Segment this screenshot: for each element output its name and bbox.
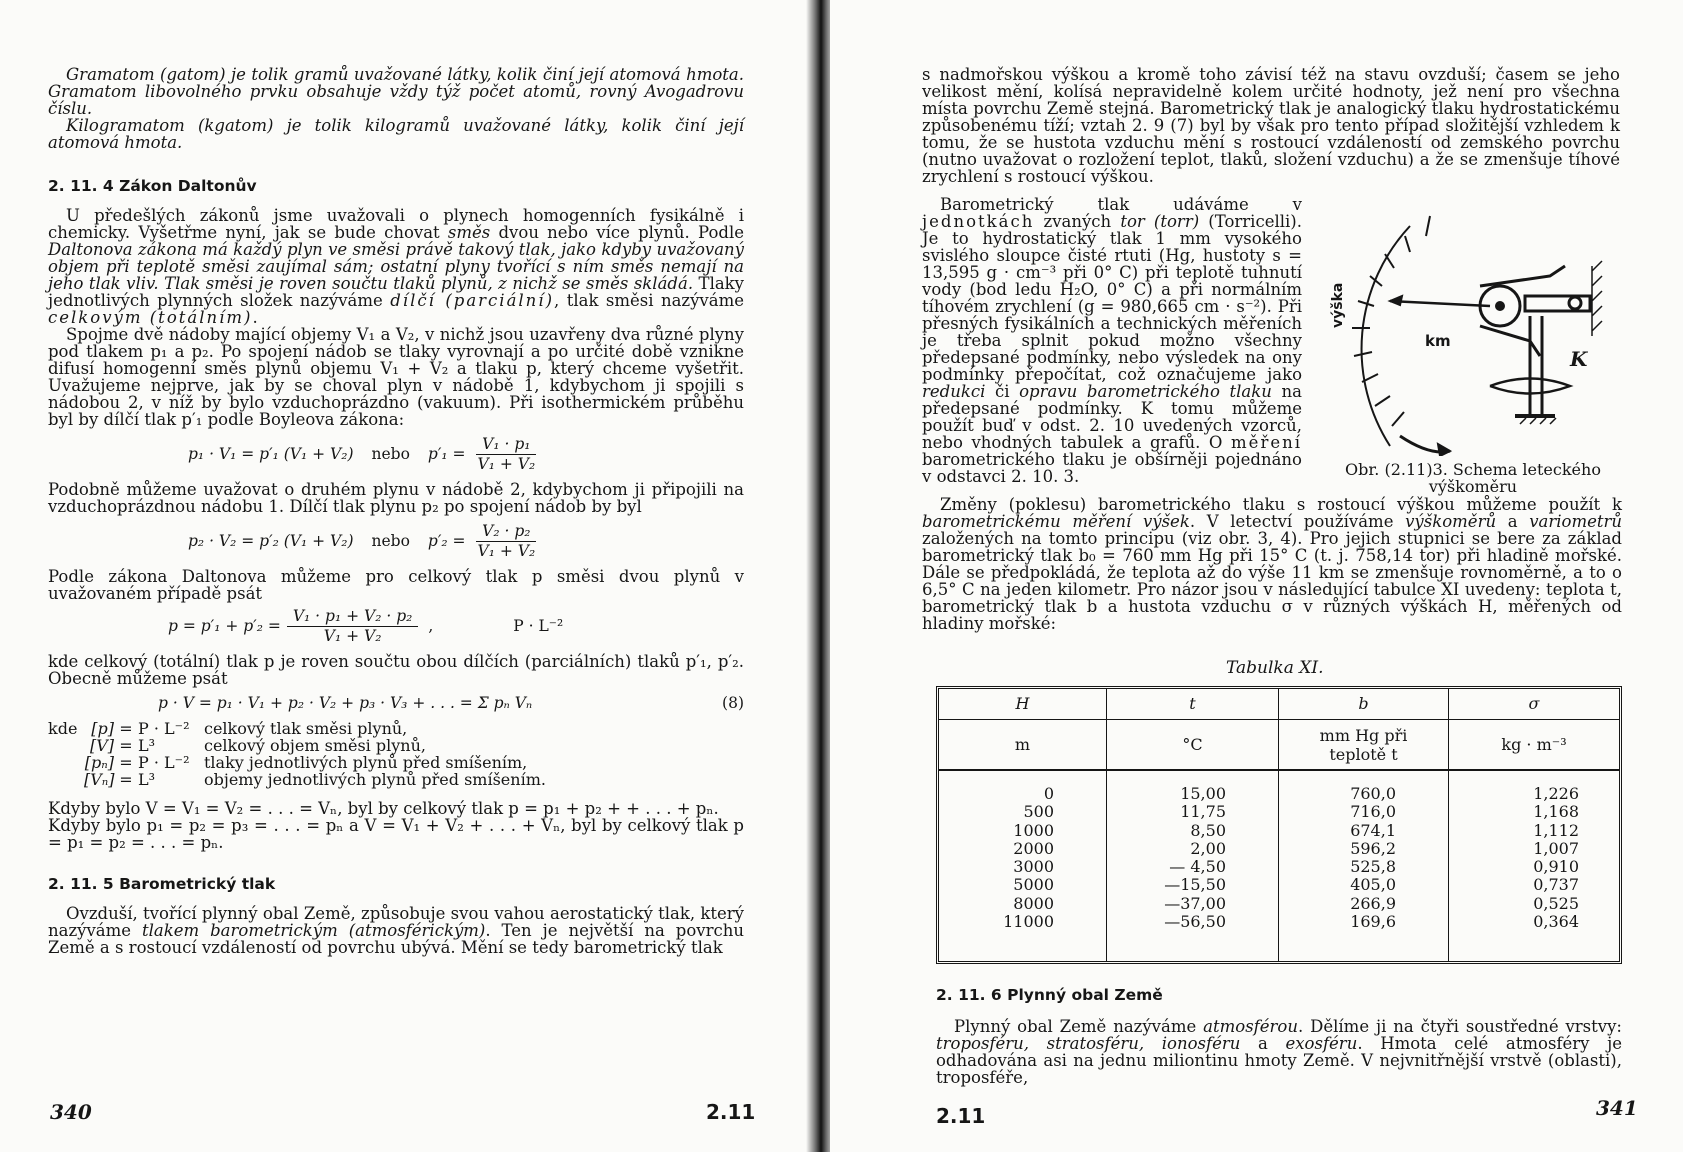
paragraph-atmosphere	[936, 1018, 1622, 1086]
figure-caption: Obr. (2.11)3. Schema leteckého výškoměru	[1345, 460, 1601, 496]
table-header-row	[939, 689, 1619, 719]
table-cell: 2,00	[1190, 838, 1226, 858]
table-cell: 2000	[1013, 838, 1054, 858]
table-title: Tabulka XI.	[1226, 658, 1324, 678]
text-span: . V letectví používáme	[1189, 512, 1406, 531]
heading-dalton: 2. 11. 4 Zákon Daltonův	[48, 177, 257, 195]
right-column-bottom	[936, 986, 1622, 1086]
eq1-denominator: V₁ + V₂	[477, 455, 536, 473]
right-column-lower	[922, 496, 1622, 632]
eq3-fraction	[287, 608, 419, 645]
table-unit-t: °C	[1107, 719, 1279, 771]
unit-symbol: [Vₙ]	[84, 770, 115, 789]
equation-1	[188, 436, 744, 473]
unit-row: [pₙ] = P · L⁻² tlaky jednotlivých plynů před smíšením,	[48, 754, 744, 771]
eq3-denominator: V₁ + V₂	[323, 627, 382, 645]
text-span: na předepsané podmínky. K tomu můžeme použít buď v odst. 2. 10 uvedených vzorců, nebo vhodných tabulek a grafů. O	[922, 382, 1302, 452]
label-vyska: výška	[1330, 282, 1346, 328]
table-header-t: t	[1107, 689, 1279, 719]
eq1-left: p₁ · V₁ = p′₁ (V₁ + V₂)	[188, 445, 354, 463]
table-cell: 0	[1043, 784, 1054, 803]
emphasis-span: výškoměrů	[1405, 512, 1497, 531]
text-span: . Dělíme ji na čtyři soustředné vrstvy:	[1297, 1017, 1622, 1036]
paragraph-generally: kde celkový (totální) tlak p je roven součtu obou dílčích (parciálních) tlaků p′₁, p′₂. Obecně můžeme psát	[48, 652, 744, 688]
text-span: a	[1496, 512, 1530, 531]
unit-symbol: [p]	[91, 719, 114, 738]
spaced-term: jednotkách	[922, 212, 1035, 231]
text-span: Barometrický tlak udáváme v	[940, 195, 1302, 214]
unit-value: P · L⁻²	[138, 753, 190, 772]
table-column-b	[1279, 771, 1449, 961]
left-column	[48, 66, 744, 956]
text-span: Ovzduší, tvořící plynný obal Země, způsobuje svou vahou aerostatický tlak, který nazýváme	[48, 904, 744, 940]
equation-3: p = p′₁ + p′₂ = $\frac{\text{V₁ · p₁ + V₂ · p₂}}{\text{V₁ + V₂}}$ , P · L⁻²	[168, 607, 564, 645]
emphasis-span: barometrickému měření výšek	[922, 512, 1190, 531]
unit-lead	[48, 754, 84, 771]
table-cell: 1,112	[1533, 820, 1579, 840]
unit-row: [V] = L³ celkový objem směsi plynů,	[48, 737, 744, 754]
unit-description: objemy jednotlivých plynů před smíšením.	[204, 770, 546, 789]
text-span: zvaných	[1034, 212, 1121, 231]
label-km: km	[1425, 332, 1451, 350]
table-cell: 1,226	[1533, 784, 1579, 803]
text-span: . Ten je největší na povrchu Země a s rostoucí vzdáleností od povrchu ubývá. Mění se tedy barometrický tlak	[48, 921, 744, 957]
paragraph-kdyby-1: Kdyby bylo V = V₁ = V₂ = . . . = Vₙ, byl by celkový tlak p = p₁ + p₂ + + . . . + pₙ.	[48, 799, 719, 818]
unit-row: kde [p] = P · L⁻² celkový tlak směsi plynů,	[48, 719, 408, 738]
right-column-top	[922, 66, 1620, 185]
eq2-fraction	[472, 523, 542, 560]
heading-atmosphere: 2. 11. 6 Plynný obal Země	[936, 986, 1163, 1004]
eq1-fraction	[472, 436, 542, 473]
text-span: dvou nebo více plynů. Podle	[490, 223, 744, 242]
table-header-b: b	[1279, 689, 1449, 719]
spaced-term: dílčí (parciální)	[390, 291, 555, 310]
page-number-left: 340	[50, 1100, 92, 1124]
table-header-H: H	[939, 689, 1107, 719]
label-K: K	[1570, 347, 1588, 371]
unit-lead	[48, 737, 84, 754]
table-cell: 266,9	[1350, 893, 1396, 913]
kilogramatom-text: Kilogramatom (kgatom) je tolik kilogramů uvažované látky, kolik činí její atomová hmota.	[48, 116, 744, 152]
paragraph-dalton-intro	[48, 207, 744, 326]
table-cell: 0,910	[1533, 857, 1579, 877]
support-bar	[1530, 316, 1542, 416]
table-cell: —56,50	[1164, 912, 1226, 932]
table-column-H	[939, 771, 1107, 961]
table-units-row	[939, 719, 1619, 771]
paragraph-second-gas: Podobně můžeme uvažovat o druhém plynu v nádobě 2, kdybychom ji připojili na vzduchoprázdnou nádobu 1. Dílčí tlak plynu p₂ po spojení nádob by byl	[48, 480, 744, 516]
table-column-t	[1107, 771, 1279, 961]
text-span: a	[1240, 1034, 1286, 1053]
paragraph-kdyby-2: Kdyby bylo p₁ = p₂ = p₃ = . . . = pₙ a V = V₁ + V₂ + . . . + Vₙ, byl by celkový tlak p = p₁ = p₂ = . . . = pₙ.	[48, 816, 744, 852]
equation-4	[158, 695, 744, 712]
eq3-left: p = p′₁ + p′₂ =	[168, 617, 281, 635]
text-span: či	[985, 382, 1020, 401]
emphasis-span: opravu barometrického tlaku	[1019, 382, 1272, 401]
emphasis-span: troposféru, stratosféru, ionosféru	[936, 1034, 1241, 1053]
eq2-numerator: V₂ · p₂	[476, 523, 536, 542]
text-span: . Hmota celé atmosféry je odhadována asi na jednu miliontinu hmoty Země. V nejvnitřnější vrstvě (oblasti), troposféře,	[936, 1034, 1622, 1087]
text-span: Tlaky jednotlivých plynných složek nazýváme	[48, 274, 744, 310]
data-table	[936, 686, 1622, 964]
table-cell: 525,8	[1350, 857, 1396, 877]
eq1-numerator: V₁ · p₁	[476, 436, 536, 455]
unit-description: celkový tlak směsi plynů,	[204, 719, 408, 738]
eq2-left: p₂ · V₂ = p′₂ (V₁ + V₂)	[188, 532, 354, 550]
text-span: Plynný obal Země nazýváme	[954, 1017, 1204, 1036]
paragraph-barometric	[48, 905, 744, 956]
eq1-var: p′₁ =	[427, 445, 466, 463]
eq3-numerator: V₁ · p₁ + V₂ · p₂	[287, 608, 419, 627]
table-cell: 8,50	[1190, 820, 1226, 840]
table-cell: 11000	[1003, 912, 1054, 932]
heading-barometric: 2. 11. 5 Barometrický tlak	[48, 875, 276, 893]
unit-description: celkový objem směsi plynů,	[204, 736, 426, 755]
units-list	[48, 720, 744, 788]
unit-value: L³	[138, 770, 156, 789]
table-cell: 1000	[1013, 820, 1054, 840]
unit-description: tlaky jednotlivých plynů před smíšením,	[204, 753, 528, 772]
table-column-sigma	[1449, 771, 1619, 961]
text-span: , tlak směsi nazýváme	[554, 291, 745, 310]
unit-symbol: [V]	[89, 736, 114, 755]
eq4-number: (8)	[722, 694, 744, 712]
table-cell: 0,364	[1533, 912, 1579, 932]
text-span: barometrického tlaku je obšírněji pojednáno v odstavci 2. 10. 3.	[922, 450, 1302, 486]
text-span: U předešlých zákonů jsme uvažovali o plynech homogenních fysikálně i chemicky. Vyšetřme nyní, jak se bude chovat	[48, 206, 744, 242]
paragraph-kilogramatom	[48, 117, 744, 151]
eq2-denominator: V₁ + V₂	[477, 542, 536, 560]
paragraph-dalton-vessels: Spojme dvě nádoby mající objemy V₁ a V₂, v nichž jsou uzavřeny dva různé plyny pod tlakem p₁ a p₂. Po spojení nádob se tlaky vyrovnají a po určité době vznikne difusí homogenní směs plynů objemu V₁ + V₂ a tlaku p, který chceme vyšetřit. Uvažujeme nejprve, jak by se choval plyn v nádobě 1, kdybychom ji spojili s nádobou 2, v níž by bylo vzduchoprázdno (vakuum). Při isothermickém průběhu byl by dílčí tlak p′₁ podle Boyleova zákona:	[48, 325, 744, 429]
emphasis-span: tor (torr)	[1120, 212, 1200, 231]
table-cell: 760,0	[1350, 784, 1396, 803]
wall-hatch	[1592, 261, 1602, 336]
equation-2	[188, 523, 744, 560]
table-cell: 15,00	[1180, 784, 1226, 803]
paragraph-torr	[922, 196, 1302, 485]
table-cell: 5000	[1013, 875, 1054, 895]
unit-symbol: [pₙ]	[84, 753, 114, 772]
emphasis-span: redukci	[922, 382, 986, 401]
table-cell: 3000	[1013, 857, 1054, 877]
left-page	[0, 0, 812, 1152]
table-cell: 674,1	[1350, 820, 1396, 840]
table-cell: 1,168	[1533, 802, 1579, 822]
table-header-sigma: σ	[1528, 694, 1540, 713]
paragraph-zmeny	[922, 496, 1622, 632]
eq2-var: p′₂ =	[427, 532, 466, 550]
emphasis-span: atmosférou	[1203, 1017, 1298, 1036]
table-cell: 500	[1023, 802, 1054, 822]
section-number-left: 2.11	[706, 1100, 756, 1124]
spaced-term: měření	[1231, 433, 1302, 452]
unit-row: [Vₙ] = L³ objemy jednotlivých plynů před smíšením.	[48, 771, 744, 788]
unit-value: P · L⁻²	[138, 719, 190, 738]
table-cell: 716,0	[1350, 802, 1396, 822]
table-body	[939, 771, 1619, 961]
pointer-needle	[1390, 301, 1490, 306]
table-cell: —15,50	[1164, 875, 1226, 895]
section-number-right: 2.11	[936, 1104, 986, 1128]
eq4-expression: p · V = p₁ · V₁ + p₂ · V₂ + p₃ · V₃ + . . . = Σ pₙ Vₙ	[158, 694, 533, 712]
eq3-unit: P · L⁻²	[513, 617, 564, 635]
paragraph-gramatom	[48, 66, 744, 117]
table-cell: 8000	[1013, 893, 1054, 913]
text-span: založených na tomto principu (viz obr. 3, 4). Pro jejich stupnici se bere za základ barometrický tlak b₀ = 760 mm Hg při 15° C (t. j. 758,14 tor) při hladině mořské. Dále se předpokládá, že teplota až do výše 11 km se zmenšuje rovnoměrně, a to o 6,5° C na jeden kilometr. Pro názor jsou v následující tabulce XI uvedeny: teplota t, barometrický tlak b a hustota vzduchu σ v různých výškách H, měřených od hladiny mořské:	[922, 529, 1622, 633]
table-cell: — 4,50	[1169, 857, 1226, 877]
table-unit-sigma: kg · m⁻³	[1449, 719, 1619, 771]
table-cell: 0,737	[1533, 875, 1579, 895]
text-span: Změny (poklesu) barometrického tlaku s rostoucí výškou můžeme použít k	[940, 495, 1622, 514]
unit-lead	[48, 771, 84, 788]
altimeter-figure	[1330, 206, 1620, 456]
emphasis-span: směs	[447, 223, 491, 242]
table-cell: 405,0	[1350, 875, 1396, 895]
paragraph-continuation: s nadmořskou výškou a kromě toho závisí též na stavu ovzduší; časem se jeho velikost mění, kolísá nepravidelně kolem určité hodnoty, jež není pro všechna místa povrchu Země stejná. Barometrický tlak je analogický tlaku hydrostatickému způsobenému tíží; vztah 2. 9 (7) byl by však pro tento případ složitější vzhledem k tomu, že se hustota vzduchu mění s rostoucí vzdáleností od zemského povrchu (nutno uvažovat o rozložení teplot, tlaků, složení vzduchu) a že se zmenšuje tíhové zrychlení s rostoucí výškou.	[922, 65, 1620, 186]
text-span: (Torricelli). Je to hydrostatický tlak 1 mm vysokého svislého sloupce čisté rtuti (Hg, hustoty s = 13,595 g · cm⁻³ při 0° C) při teplotě tuhnutí vody (bod ledu H₂O, 0° C) a při normálním tíhovém zrychlení (g = 980,665 cm · s⁻²). Při přesných fysikálních a technických měřeních je třeba splnit pokud možno všechny předepsané podmínky, nebo výsledek na ony podmínky přepočítat, což označujeme jako	[922, 212, 1302, 384]
table-cell: 596,2	[1350, 838, 1396, 858]
table-cell: 0,525	[1533, 893, 1579, 913]
unit-value: L³	[138, 736, 156, 755]
unit-lead: kde	[48, 719, 78, 738]
spaced-term: celkovým (totálním)	[48, 308, 253, 327]
emphasis-span: exosféru	[1285, 1034, 1358, 1053]
gramatom-text: Gramatom (gatom) je tolik gramů uvažované látky, kolik činí její atomová hmota. Gramatom libovolného prvku obsahuje vždy týž počet atomů, rovný Avogadrovu číslu.	[48, 65, 744, 118]
table-cell: —37,00	[1164, 893, 1226, 913]
eq2-nebo: nebo	[371, 532, 410, 550]
right-column-narrow	[922, 196, 1302, 485]
table-unit-b: mm Hg při teplotě t	[1279, 719, 1449, 771]
table-cell: 1,007	[1533, 838, 1579, 858]
paragraph-total-pressure: Podle zákona Daltonova můžeme pro celkový tlak p směsi dvou plynů v uvažovaném případě psát	[48, 567, 744, 603]
page-number-right: 341	[1596, 1096, 1638, 1120]
table-cell: 169,6	[1350, 912, 1396, 932]
table-cell: 11,75	[1180, 802, 1226, 822]
table-unit-H: m	[939, 719, 1107, 771]
emphasis-span: Daltonova zákona má každý plyn ve směsi právě takový tlak, jako kdyby uvažovaný objem při teplotě směsi zaujímal sám; ostatní plyny tvořící s ním směs nemají na jeho tlak vliv. Tlak směsi je roven součtu tlaků plynů, z nichž se směs skládá.	[48, 240, 744, 293]
text-span: .	[252, 308, 258, 327]
emphasis-span: variometrů	[1529, 512, 1622, 531]
emphasis-span: tlakem barometrickým (atmosférickým)	[142, 921, 486, 940]
eq1-nebo: nebo	[371, 445, 410, 463]
